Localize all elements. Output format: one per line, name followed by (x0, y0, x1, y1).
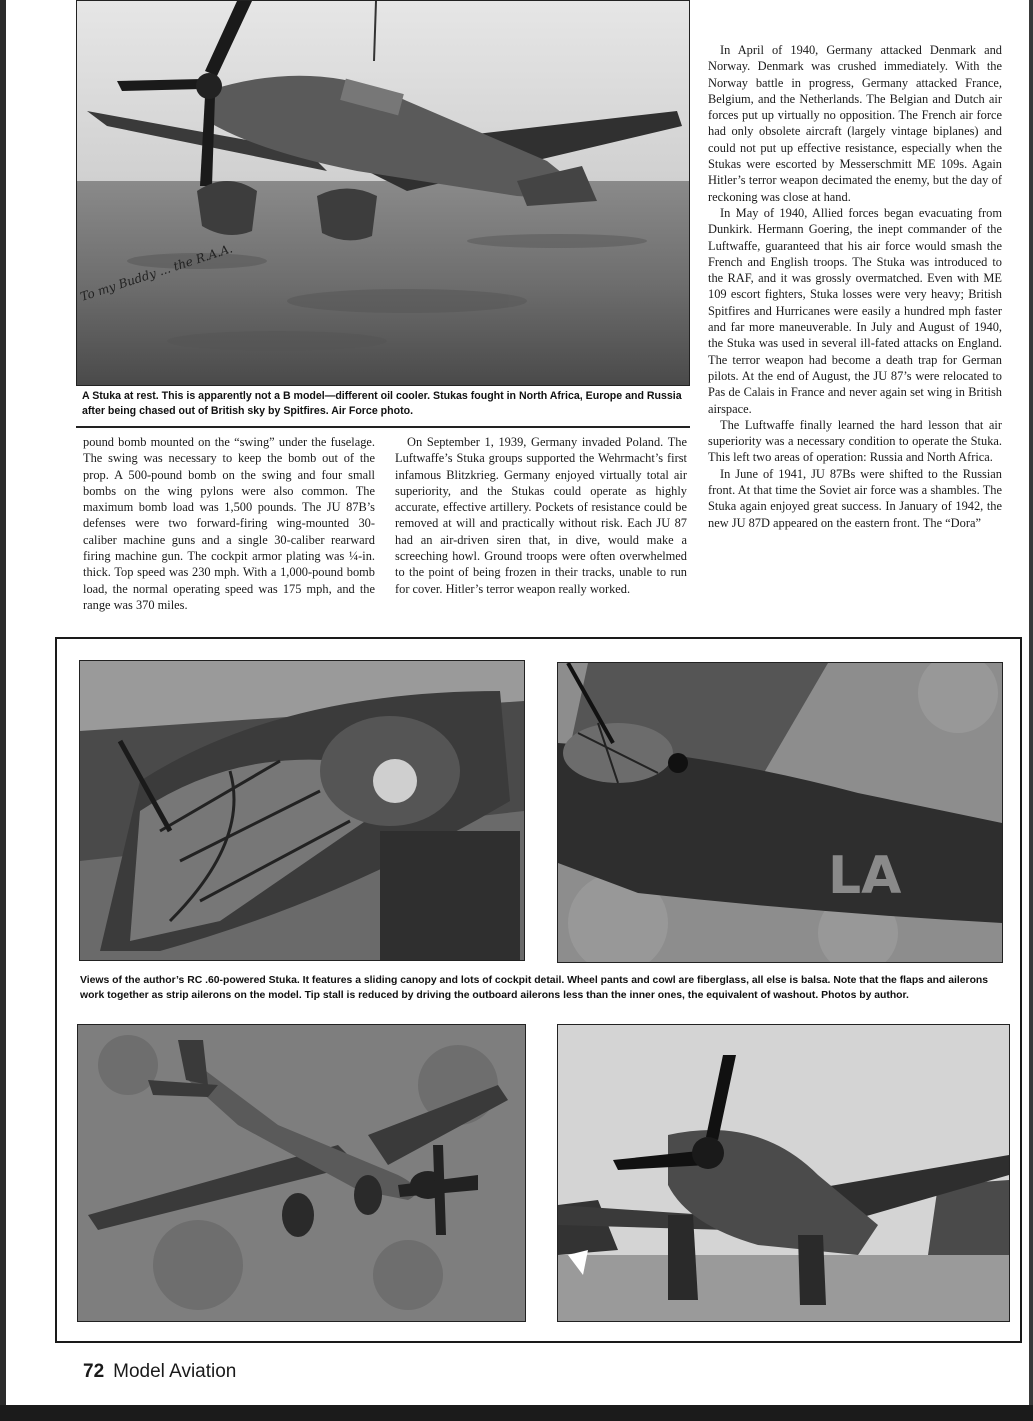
publication-name: Model Aviation (113, 1361, 237, 1382)
photo-inscription: To my Buddy ... the R.A.A. (78, 241, 235, 304)
model-cockpit-closeup-photo-icon (80, 661, 524, 960)
top-photo-caption: A Stuka at rest. This is apparently not a B model—different oil cooler. Stukas fought in North Africa, Europe and Russia after being chased out of British sky by Spitfires. Air Force photo. (82, 390, 682, 417)
gallery-caption: Views of the author’s RC .60-powered Stuka. It features a sliding canopy and lots of cockpit detail. Wheel pants and cowl are fiberglass, all else is balsa. Note that the flaps and ailerons work together as strip ailerons on the model. Tip stall is reduced by driving the outboard ailerons less than the inner ones, the equivalent of washout. Photos by author. (80, 975, 989, 1001)
article-column-left (83, 434, 375, 613)
column-right-paragraph: In June of 1941, JU 87Bs were shifted to the Russian front. At that time the Soviet air force was a shambles. The Stuka again enjoyed great success. In January of 1942, the new JU 87D appeared on the eastern front. The “Dora” (708, 466, 1002, 530)
page-number: 72 (83, 1361, 105, 1382)
column-middle-text: On September 1, 1939, Germany invaded Poland. The Luftwaffe’s Stuka groups supported the Wehrmacht’s first infamous Blitzkrieg. Germany enjoyed virtually total air superiority, and the Stukas could operate as highly accurate, effective artillery. Pockets of resistance could be removed at will and practically without risk. Each JU 87 had an air-driven siren that, in dive, would make a screeching howl. Ground troops were often overwhelmed to the point of being frozen in their tracks, unable to run for cover. Hitler’s terror weapon really worked. (395, 435, 687, 596)
stuka-on-airfield-photo-icon (77, 1, 689, 385)
gallery-photo (77, 1024, 526, 1322)
model-on-grass-photo-icon (78, 1025, 525, 1321)
column-right-paragraph: In April of 1940, Germany attacked Denmark and Norway. Denmark was crushed immediately. With the Norway battle in progress, Germany attacked France, Belgium, and the Netherlands. The Belgian and Dutch air forces put up virtually no opposition. The French air force had only obsolete aircraft (largely vintage biplanes) and could not put up effective resistance, especially when the Stukas were escorted by Messerschmitt ME 109s. Again Hitler’s terror weapon decimated the enemy, but the day of reckoning was close at hand. (708, 43, 1002, 204)
gallery-photo (557, 662, 1003, 963)
article-column-right (708, 42, 1002, 531)
page-footer (83, 1361, 236, 1383)
model-fuselage-side-photo-icon (558, 663, 1002, 962)
scan-bottom-edge (0, 1405, 1033, 1421)
model-front-view-photo-icon (558, 1025, 1009, 1321)
fuselage-marking: LA (828, 846, 902, 906)
scan-left-edge (0, 0, 6, 1421)
caption-rule (76, 426, 690, 428)
top-stuka-photo (76, 0, 690, 386)
column-right-paragraph: In May of 1940, Allied forces began evacuating from Dunkirk. Hermann Goering, the inept commander of the Luftwaffe, guaranteed that his air force would smash the French and English troops. The Stuka was introduced to the RAF, and it was grossly overmatched. Even with ME 109 escort fighters, Stuka losses were very heavy; British Spitfires and Hurricanes were easily a hundred mph faster and far more maneuverable. In July and August of 1940, the Stuka was used in several ill-fated attacks on England. The terror weapon had become a death trap for German pilots. At the end of August, the JU 87’s were relocated to Pas de Calais in France and never again set wing in British airspace. (708, 205, 1002, 416)
scan-right-edge (1029, 0, 1033, 1421)
column-left-text: pound bomb mounted on the “swing” under the fuselage. The swing was necessary to keep the bomb out of the prop. A 500-pound bomb on the swing and four small bombs on the wing pylons were also common. The maximum bomb load was 1,500 pounds. The JU 87B’s defenses were two forward-firing wing-mounted 30-caliber machine guns and a single 30-caliber rearward firing machine gun. The cockpit armor plating was ¼-in. thick. Top speed was 230 mph. With a 1,000-pound bomb load, the normal operating speed was 175 mph, and the range was 370 miles. (83, 435, 375, 612)
gallery-photo (557, 1024, 1010, 1322)
gallery-photo (79, 660, 525, 961)
column-right-paragraph: The Luftwaffe finally learned the hard lesson that air superiority was a necessary condition to operate the Stuka. This left two areas of operation: Russia and North Africa. (708, 417, 1002, 465)
article-column-middle (395, 434, 687, 597)
